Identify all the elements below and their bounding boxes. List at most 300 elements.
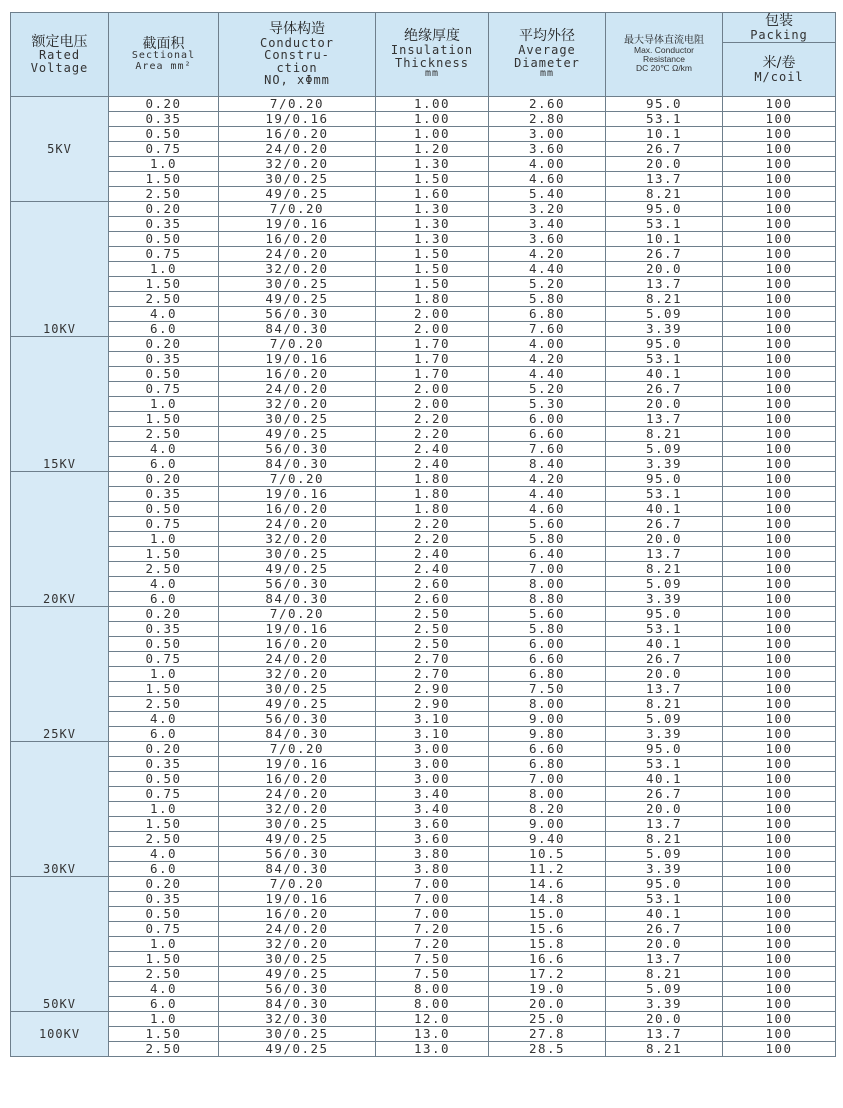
conductor-construction-cell: 49/0.25 [219,187,376,202]
max-resistance-cell: 53.1 [606,352,723,367]
sectional-area-cell: 1.0 [109,262,219,277]
insulation-thickness-cell: 1.00 [376,112,489,127]
table-row [11,637,836,652]
table-row [11,262,836,277]
table-row [11,667,836,682]
average-diameter-cell: 6.00 [489,637,606,652]
insulation-thickness-cell: 2.20 [376,532,489,547]
average-diameter-cell: 8.00 [489,697,606,712]
insulation-thickness-cell: 1.70 [376,367,489,382]
insulation-thickness-cell: 8.00 [376,982,489,997]
packing-cell: 100 [723,787,836,802]
sectional-area-cell: 2.50 [109,427,219,442]
packing-cell: 100 [723,352,836,367]
max-resistance-cell: 95.0 [606,607,723,622]
table-row [11,1042,836,1057]
voltage-cell: 100KV [11,1012,109,1057]
sectional-area-cell: 0.50 [109,637,219,652]
packing-cell: 100 [723,202,836,217]
average-diameter-cell: 6.60 [489,652,606,667]
conductor-construction-cell: 16/0.20 [219,772,376,787]
insulation-thickness-cell: 2.40 [376,442,489,457]
sectional-area-cell: 0.75 [109,922,219,937]
packing-cell: 100 [723,997,836,1012]
conductor-construction-cell: 84/0.30 [219,727,376,742]
average-diameter-cell: 7.60 [489,322,606,337]
max-resistance-cell: 3.39 [606,322,723,337]
sectional-area-cell: 0.35 [109,622,219,637]
table-row [11,562,836,577]
sectional-area-cell: 1.0 [109,802,219,817]
insulation-thickness-cell: 3.60 [376,832,489,847]
sectional-area-cell: 1.50 [109,412,219,427]
packing-cell: 100 [723,247,836,262]
max-resistance-cell: 40.1 [606,502,723,517]
conductor-construction-cell: 30/0.25 [219,172,376,187]
packing-cell: 100 [723,322,836,337]
max-resistance-cell: 26.7 [606,517,723,532]
max-resistance-cell: 3.39 [606,862,723,877]
average-diameter-cell: 6.80 [489,757,606,772]
packing-cell: 100 [723,337,836,352]
voltage-cell: 20KV [11,472,109,607]
max-resistance-cell: 5.09 [606,442,723,457]
sectional-area-cell: 2.50 [109,187,219,202]
table-row [11,352,836,367]
insulation-thickness-cell: 1.30 [376,157,489,172]
packing-cell: 100 [723,307,836,322]
sectional-area-cell: 0.35 [109,757,219,772]
insulation-thickness-cell: 7.20 [376,937,489,952]
packing-cell: 100 [723,217,836,232]
max-resistance-cell: 95.0 [606,742,723,757]
conductor-construction-cell: 24/0.20 [219,517,376,532]
table-row [11,97,836,112]
sectional-area-cell: 0.35 [109,487,219,502]
average-diameter-cell: 5.80 [489,622,606,637]
max-resistance-cell: 3.39 [606,592,723,607]
packing-cell: 100 [723,637,836,652]
insulation-thickness-cell: 1.50 [376,262,489,277]
max-resistance-cell: 40.1 [606,637,723,652]
insulation-thickness-cell: 2.00 [376,382,489,397]
packing-cell: 100 [723,457,836,472]
packing-cell: 100 [723,472,836,487]
conductor-construction-cell: 32/0.20 [219,667,376,682]
sectional-area-cell: 0.50 [109,127,219,142]
table-row [11,622,836,637]
average-diameter-cell: 8.40 [489,457,606,472]
average-diameter-cell: 4.40 [489,262,606,277]
packing-cell: 100 [723,877,836,892]
sectional-area-cell: 0.75 [109,247,219,262]
sectional-area-cell: 0.35 [109,217,219,232]
average-diameter-cell: 16.6 [489,952,606,967]
packing-cell: 100 [723,577,836,592]
packing-cell: 100 [723,277,836,292]
packing-cell: 100 [723,712,836,727]
average-diameter-cell: 3.60 [489,142,606,157]
sectional-area-cell: 2.50 [109,967,219,982]
conductor-construction-cell: 16/0.20 [219,232,376,247]
packing-cell: 100 [723,592,836,607]
voltage-cell: 25KV [11,607,109,742]
conductor-construction-cell: 84/0.30 [219,997,376,1012]
conductor-construction-cell: 32/0.20 [219,157,376,172]
conductor-construction-cell: 32/0.30 [219,1012,376,1027]
sectional-area-cell: 0.20 [109,202,219,217]
average-diameter-cell: 14.8 [489,892,606,907]
packing-cell: 100 [723,142,836,157]
conductor-construction-cell: 19/0.16 [219,112,376,127]
table-row [11,607,836,622]
cable-spec-table [10,12,836,1057]
sectional-area-cell: 4.0 [109,847,219,862]
table-row [11,322,836,337]
insulation-thickness-cell: 3.80 [376,847,489,862]
insulation-thickness-cell: 1.00 [376,127,489,142]
table-row [11,877,836,892]
packing-cell: 100 [723,772,836,787]
max-resistance-cell: 40.1 [606,907,723,922]
table-row [11,382,836,397]
conductor-construction-cell: 19/0.16 [219,217,376,232]
average-diameter-cell: 3.40 [489,217,606,232]
table-row [11,982,836,997]
packing-cell: 100 [723,907,836,922]
sectional-area-cell: 0.50 [109,502,219,517]
packing-cell: 100 [723,682,836,697]
table-row [11,202,836,217]
sectional-area-cell: 0.50 [109,907,219,922]
packing-cell: 100 [723,487,836,502]
average-diameter-cell: 4.20 [489,247,606,262]
sectional-area-cell: 1.0 [109,157,219,172]
sectional-area-cell: 6.0 [109,322,219,337]
max-resistance-cell: 53.1 [606,217,723,232]
insulation-thickness-cell: 7.00 [376,892,489,907]
max-resistance-cell: 8.21 [606,832,723,847]
header-insulation: 绝缘厚度 Insulation Thickness mm [376,13,489,97]
insulation-thickness-cell: 1.60 [376,187,489,202]
insulation-thickness-cell: 3.00 [376,772,489,787]
max-resistance-cell: 26.7 [606,382,723,397]
conductor-construction-cell: 19/0.16 [219,487,376,502]
max-resistance-cell: 20.0 [606,1012,723,1027]
insulation-thickness-cell: 1.80 [376,472,489,487]
conductor-construction-cell: 30/0.25 [219,547,376,562]
max-resistance-cell: 95.0 [606,97,723,112]
table-row [11,412,836,427]
sectional-area-cell: 1.50 [109,817,219,832]
insulation-thickness-cell: 7.50 [376,952,489,967]
table-row [11,862,836,877]
voltage-cell: 15KV [11,337,109,472]
insulation-thickness-cell: 2.60 [376,577,489,592]
packing-cell: 100 [723,502,836,517]
average-diameter-cell: 3.60 [489,232,606,247]
sectional-area-cell: 4.0 [109,577,219,592]
table-row [11,472,836,487]
insulation-thickness-cell: 2.70 [376,667,489,682]
conductor-construction-cell: 30/0.25 [219,1027,376,1042]
max-resistance-cell: 95.0 [606,472,723,487]
packing-cell: 100 [723,97,836,112]
insulation-thickness-cell: 1.00 [376,97,489,112]
insulation-thickness-cell: 2.60 [376,592,489,607]
average-diameter-cell: 9.00 [489,817,606,832]
packing-cell: 100 [723,427,836,442]
conductor-construction-cell: 24/0.20 [219,652,376,667]
packing-cell: 100 [723,967,836,982]
max-resistance-cell: 8.21 [606,187,723,202]
packing-cell: 100 [723,532,836,547]
sectional-area-cell: 0.20 [109,337,219,352]
conductor-construction-cell: 7/0.20 [219,202,376,217]
packing-cell: 100 [723,607,836,622]
insulation-thickness-cell: 7.50 [376,967,489,982]
insulation-thickness-cell: 13.0 [376,1042,489,1057]
average-diameter-cell: 4.20 [489,472,606,487]
insulation-thickness-cell: 1.70 [376,352,489,367]
packing-cell: 100 [723,862,836,877]
header-packing: 包装 Packing [723,13,836,43]
insulation-thickness-cell: 2.20 [376,517,489,532]
conductor-construction-cell: 32/0.20 [219,802,376,817]
table-row [11,517,836,532]
max-resistance-cell: 3.39 [606,727,723,742]
average-diameter-cell: 6.60 [489,742,606,757]
max-resistance-cell: 26.7 [606,142,723,157]
table-row [11,937,836,952]
sectional-area-cell: 0.75 [109,517,219,532]
sectional-area-cell: 6.0 [109,727,219,742]
max-resistance-cell: 5.09 [606,712,723,727]
max-resistance-cell: 5.09 [606,982,723,997]
insulation-thickness-cell: 2.50 [376,607,489,622]
max-resistance-cell: 53.1 [606,487,723,502]
average-diameter-cell: 14.6 [489,877,606,892]
table-row [11,712,836,727]
sectional-area-cell: 2.50 [109,1042,219,1057]
max-resistance-cell: 8.21 [606,562,723,577]
table-row [11,172,836,187]
table-row [11,757,836,772]
table-row [11,292,836,307]
average-diameter-cell: 4.20 [489,352,606,367]
table-row [11,727,836,742]
header-rated-voltage: 额定电压 Rated Voltage [11,13,109,97]
sectional-area-cell: 1.50 [109,952,219,967]
sectional-area-cell: 1.50 [109,682,219,697]
max-resistance-cell: 40.1 [606,367,723,382]
sectional-area-cell: 0.20 [109,607,219,622]
packing-cell: 100 [723,262,836,277]
table-row [11,592,836,607]
max-resistance-cell: 95.0 [606,202,723,217]
average-diameter-cell: 8.00 [489,577,606,592]
average-diameter-cell: 15.8 [489,937,606,952]
conductor-construction-cell: 32/0.20 [219,262,376,277]
average-diameter-cell: 17.2 [489,967,606,982]
conductor-construction-cell: 19/0.16 [219,757,376,772]
packing-cell: 100 [723,697,836,712]
average-diameter-cell: 5.30 [489,397,606,412]
insulation-thickness-cell: 3.10 [376,727,489,742]
voltage-cell: 50KV [11,877,109,1012]
conductor-construction-cell: 19/0.16 [219,622,376,637]
max-resistance-cell: 8.21 [606,1042,723,1057]
packing-cell: 100 [723,172,836,187]
average-diameter-cell: 4.00 [489,337,606,352]
sectional-area-cell: 2.50 [109,292,219,307]
sectional-area-cell: 4.0 [109,442,219,457]
average-diameter-cell: 15.0 [489,907,606,922]
sectional-area-cell: 4.0 [109,712,219,727]
insulation-thickness-cell: 1.80 [376,292,489,307]
average-diameter-cell: 4.40 [489,367,606,382]
sectional-area-cell: 6.0 [109,862,219,877]
voltage-cell: 10KV [11,202,109,337]
conductor-construction-cell: 49/0.25 [219,562,376,577]
conductor-construction-cell: 30/0.25 [219,817,376,832]
insulation-thickness-cell: 1.80 [376,487,489,502]
conductor-construction-cell: 7/0.20 [219,472,376,487]
packing-cell: 100 [723,127,836,142]
max-resistance-cell: 13.7 [606,1027,723,1042]
table-row [11,787,836,802]
packing-cell: 100 [723,667,836,682]
header-sectional-area: 截面积 Sectional Area mm² [109,13,219,97]
table-row [11,997,836,1012]
max-resistance-cell: 53.1 [606,622,723,637]
insulation-thickness-cell: 2.20 [376,427,489,442]
packing-cell: 100 [723,412,836,427]
insulation-thickness-cell: 2.50 [376,622,489,637]
sectional-area-cell: 0.50 [109,367,219,382]
average-diameter-cell: 5.80 [489,292,606,307]
header-packing-unit: 米/卷 M/coil [723,43,836,97]
max-resistance-cell: 20.0 [606,157,723,172]
sectional-area-cell: 0.20 [109,877,219,892]
voltage-cell: 30KV [11,742,109,877]
table-row [11,337,836,352]
insulation-thickness-cell: 7.00 [376,907,489,922]
conductor-construction-cell: 24/0.20 [219,142,376,157]
conductor-construction-cell: 56/0.30 [219,847,376,862]
average-diameter-cell: 4.40 [489,487,606,502]
conductor-construction-cell: 56/0.30 [219,307,376,322]
sectional-area-cell: 0.75 [109,382,219,397]
max-resistance-cell: 20.0 [606,802,723,817]
table-row [11,907,836,922]
max-resistance-cell: 13.7 [606,547,723,562]
conductor-construction-cell: 56/0.30 [219,712,376,727]
max-resistance-cell: 20.0 [606,667,723,682]
insulation-thickness-cell: 1.50 [376,172,489,187]
table-row [11,922,836,937]
table-row [11,1027,836,1042]
insulation-thickness-cell: 3.00 [376,757,489,772]
average-diameter-cell: 7.00 [489,772,606,787]
sectional-area-cell: 1.0 [109,937,219,952]
insulation-thickness-cell: 2.20 [376,412,489,427]
table-row [11,277,836,292]
max-resistance-cell: 95.0 [606,877,723,892]
conductor-construction-cell: 7/0.20 [219,742,376,757]
sectional-area-cell: 6.0 [109,592,219,607]
average-diameter-cell: 27.8 [489,1027,606,1042]
average-diameter-cell: 8.00 [489,787,606,802]
packing-cell: 100 [723,652,836,667]
packing-cell: 100 [723,892,836,907]
packing-cell: 100 [723,742,836,757]
packing-cell: 100 [723,1042,836,1057]
sectional-area-cell: 1.50 [109,547,219,562]
insulation-thickness-cell: 1.50 [376,277,489,292]
sectional-area-cell: 1.50 [109,172,219,187]
insulation-thickness-cell: 3.40 [376,802,489,817]
conductor-construction-cell: 30/0.25 [219,412,376,427]
conductor-construction-cell: 56/0.30 [219,442,376,457]
table-row [11,367,836,382]
average-diameter-cell: 8.20 [489,802,606,817]
average-diameter-cell: 2.60 [489,97,606,112]
sectional-area-cell: 6.0 [109,457,219,472]
average-diameter-cell: 28.5 [489,1042,606,1057]
max-resistance-cell: 5.09 [606,577,723,592]
sectional-area-cell: 0.35 [109,352,219,367]
average-diameter-cell: 5.60 [489,517,606,532]
max-resistance-cell: 13.7 [606,172,723,187]
table-row [11,832,836,847]
insulation-thickness-cell: 1.30 [376,232,489,247]
table-row [11,217,836,232]
packing-cell: 100 [723,187,836,202]
sectional-area-cell: 6.0 [109,997,219,1012]
table-row [11,952,836,967]
max-resistance-cell: 53.1 [606,757,723,772]
table-row [11,847,836,862]
max-resistance-cell: 5.09 [606,847,723,862]
insulation-thickness-cell: 2.00 [376,307,489,322]
table-row [11,397,836,412]
header-diameter: 平均外径 Average Diameter mm [489,13,606,97]
conductor-construction-cell: 49/0.25 [219,292,376,307]
average-diameter-cell: 9.40 [489,832,606,847]
average-diameter-cell: 10.5 [489,847,606,862]
packing-cell: 100 [723,292,836,307]
sectional-area-cell: 1.0 [109,1012,219,1027]
average-diameter-cell: 3.00 [489,127,606,142]
table-row [11,532,836,547]
conductor-construction-cell: 16/0.20 [219,367,376,382]
packing-cell: 100 [723,1027,836,1042]
conductor-construction-cell: 49/0.25 [219,427,376,442]
sectional-area-cell: 1.0 [109,667,219,682]
sectional-area-cell: 0.20 [109,742,219,757]
insulation-thickness-cell: 1.20 [376,142,489,157]
max-resistance-cell: 13.7 [606,412,723,427]
max-resistance-cell: 20.0 [606,397,723,412]
average-diameter-cell: 4.60 [489,502,606,517]
conductor-construction-cell: 84/0.30 [219,457,376,472]
packing-cell: 100 [723,382,836,397]
packing-cell: 100 [723,937,836,952]
packing-cell: 100 [723,757,836,772]
average-diameter-cell: 6.80 [489,307,606,322]
max-resistance-cell: 8.21 [606,967,723,982]
